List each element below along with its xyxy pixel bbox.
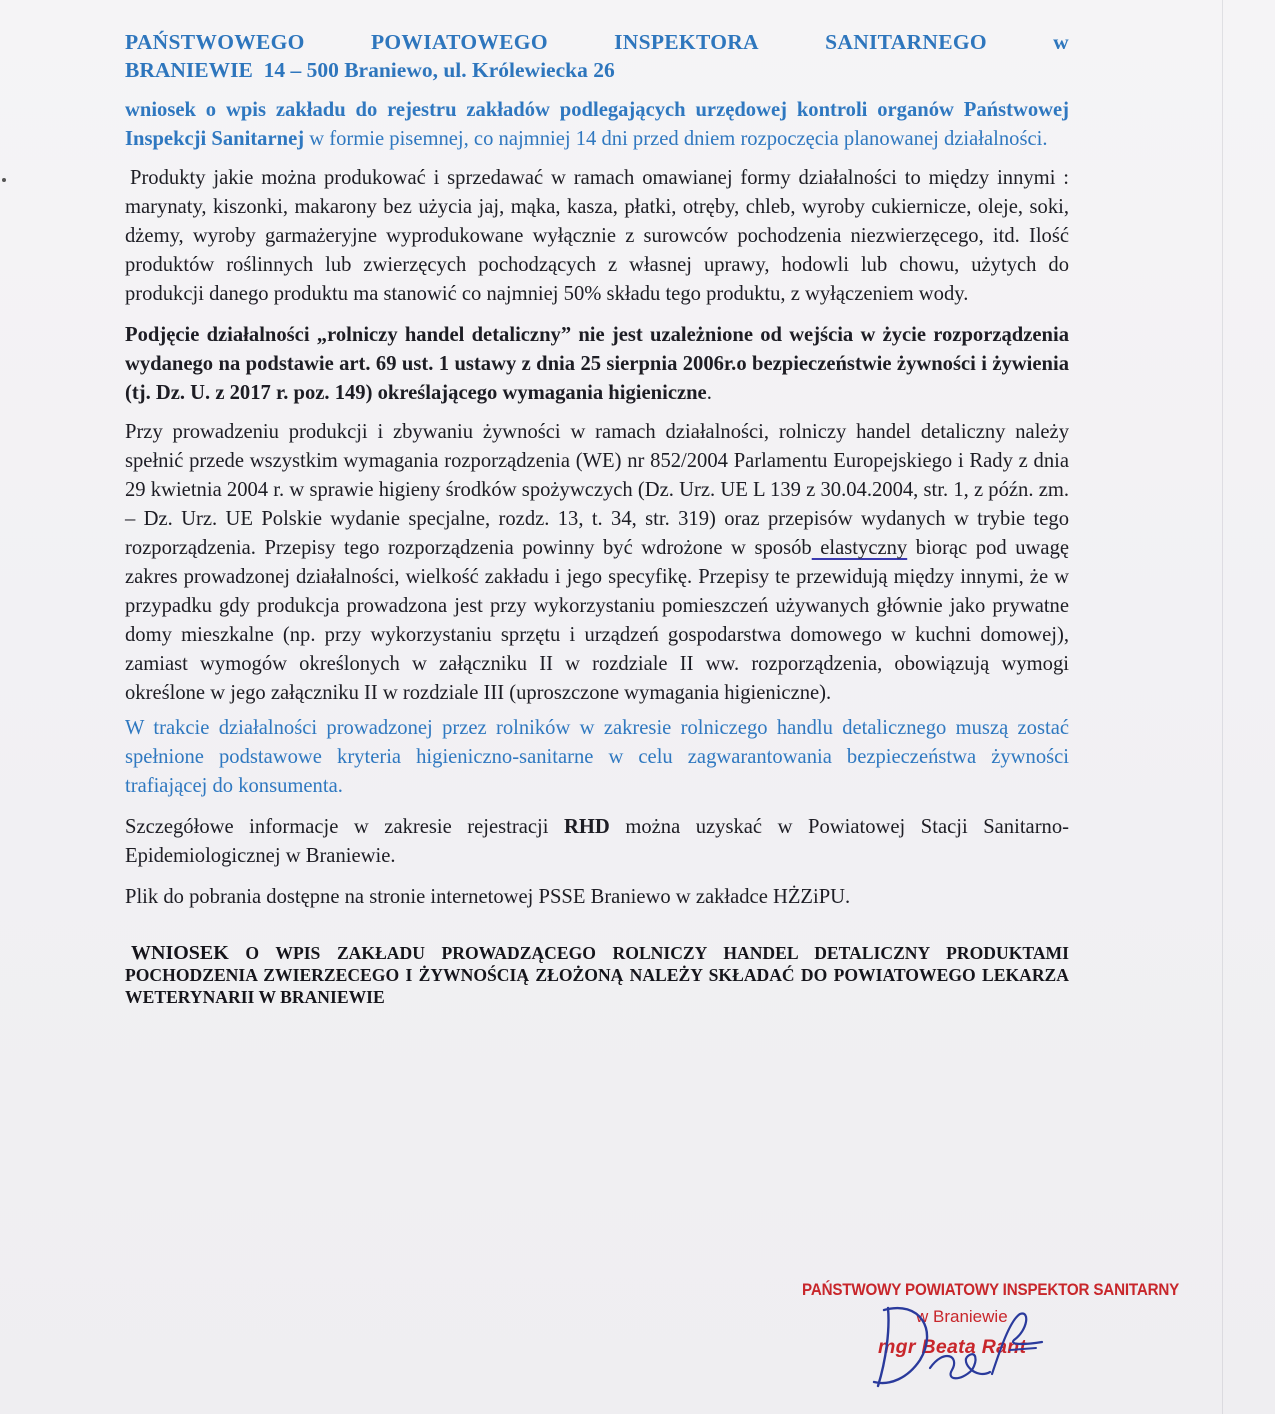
paper-fold-line bbox=[1222, 0, 1223, 1414]
header-line-1 bbox=[125, 28, 1069, 56]
intro-bold-text: wniosek o wpis zakładu do rejestru zakładów podlegających urzędowej kontroli organów Państwowej Inspekcji Sanitarnej bbox=[125, 99, 1069, 150]
wniosek-notice bbox=[125, 942, 1069, 1008]
details-text-after: można uzyskać w Powiatowej Stacji Sanitarno-Epidemiologicznej w Braniewie. bbox=[125, 816, 1070, 867]
intro-text: w formie pisemnej, co najmniej 14 dni przed dniem rozpoczęcia planowanej działalności. bbox=[304, 128, 1048, 150]
download-paragraph: Plik do pobrania dostępne na stronie internetowej PSSE Braniewo w zakładce HŻZiPU. bbox=[125, 886, 851, 908]
document-body bbox=[125, 28, 1069, 1008]
header-word: INSPEKTORA bbox=[614, 30, 759, 54]
underlined-word: elastyczny bbox=[811, 537, 908, 559]
details-text-before: Szczegółowe informacje w zakresie rejestracji bbox=[125, 816, 565, 838]
regulation-text-before: Przy prowadzeniu produkcji i zbywaniu żywności w ramach działalności, rolniczy handel detaliczny należy spełnić przede wszystkim wymagania rozporządzenia (WE) nr 852/2004 Parlamentu Europejskiego i Rady z dnia 29 kwietnia 2004 r. w sprawie higieny środków spożywczych (Dz. Urz. UE L 139 z 30.04.2004, str. 1, z późn. zm. – Dz. Urz. UE Polskie wydanie specjalne, rozdz. 13, t. 34, str. 319) oraz przepisów wydanych w trybie tego rozporządzenia. Przepisy tego rozporządzenia powinny być wdrożone w sposób bbox=[125, 421, 1069, 559]
wniosek-lead: WNIOSEK bbox=[131, 942, 229, 964]
document-header bbox=[125, 28, 1069, 84]
podjecie-end: . bbox=[706, 382, 712, 404]
wniosek-text: O WPIS ZAKŁADU PROWADZĄCEGO ROLNICZY HANDEL DETALICZNY PRODUKTAMI POCHODZENIA ZWIERZECEGO I ŻYWNOŚCIĄ ZŁOŻONĄ NALEŻY SKŁADAĆ DO POWIATOWEGO LEKARZA WETERYNARII W BRANIEWIE bbox=[125, 943, 1069, 1007]
header-line-2: BRANIEWIE 14 – 500 Braniewo, ul. Królewiecka 26 bbox=[125, 58, 615, 82]
products-paragraph: Produkty jakie można produkować i sprzedawać w ramach omawianej formy działalności to między innymi : marynaty, kiszonki, makarony bez użycia jaj, mąka, kasza, płatki, otręby, chleb, wyroby cukiernicze, oleje, soki, dżemy, wyroby garmażeryjne wyprodukowane wyłącznie z surowców pochodzenia niezwierzęcego, itd. Ilość produktów roślinnych lub zwierzęcych pochodzących z własnej uprawy, hodowli lub chowu, użytych do produkcji danego produktu ma stanowić co najmniej 50% składu tego produktu, z wyłączeniem wody. bbox=[125, 167, 1069, 305]
podjecie-bold-text: Podjęcie działalności „rolniczy handel detaliczny” nie jest uzależnione od wejścia w życie rozporządzenia wydanego na podstawie art. 69 ust. 1 ustawy z dnia 25 sierpnia 2006r.o bezpieczeństwie żywności i żywienia (tj. Dz. U. z 2017 r. poz. 149) określającego wymagania higieniczne bbox=[125, 324, 1069, 404]
regulation-paragraph bbox=[125, 418, 1069, 708]
header-word: PAŃSTWOWEGO bbox=[125, 30, 305, 54]
header-word: SANITARNEGO bbox=[825, 30, 987, 54]
handwritten-signature bbox=[860, 1290, 1060, 1400]
hygiene-criteria-paragraph: W trakcie działalności prowadzonej przez rolników w zakresie rolniczego handlu detalicznego muszą zostać spełnione podstawowe kryteria higieniczno-sanitarne w celu zagwarantowania bezpieczeństwa żywności trafiającej do konsumenta. bbox=[125, 717, 1069, 797]
intro-paragraph bbox=[125, 96, 1069, 154]
podjecie-paragraph bbox=[125, 321, 1069, 408]
scan-speck bbox=[2, 178, 6, 182]
regulation-text-after: biorąc pod uwagę zakres prowadzonej działalności, wielkość zakładu i jego specyfikę. Przepisy te przewidują między innymi, że w przypadku gdy produkcja prowadzona jest przy wykorzystaniu pomieszczeń używanych głównie jako prywatne domy mieszkalne (np. przy wykorzystaniu sprzętu i urządzeń gospodarstwa domowego w kuchni domowej), zamiast wymogów określonych w załączniku II w rozdziale II ww. rozporządzenia, obowiązują wymogi określone w jego załączniku II w rozdziale III (uproszczone wymagania higieniczne). bbox=[125, 537, 1070, 704]
header-word: POWIATOWEGO bbox=[370, 30, 548, 54]
header-word: w bbox=[1053, 30, 1069, 54]
stamp-title: PAŃSTWOWY POWIATOWY INSPEKTOR SANITARNY bbox=[802, 1281, 1180, 1299]
rhd-abbreviation: RHD bbox=[564, 816, 610, 838]
details-paragraph bbox=[125, 813, 1069, 871]
stamp-city: w Braniewie bbox=[916, 1307, 1008, 1326]
stamp-name: mgr Beata Rant bbox=[878, 1336, 1027, 1358]
